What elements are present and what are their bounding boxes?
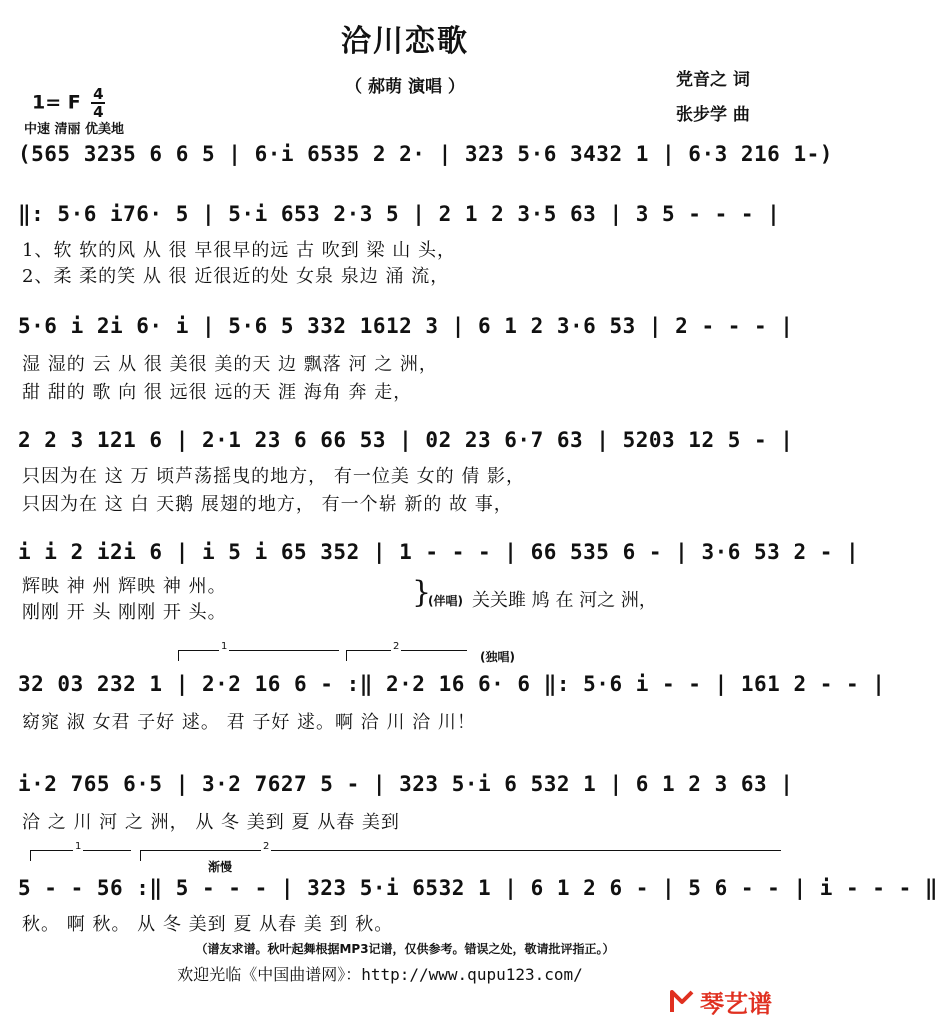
volta-bracket-2 [346,641,467,661]
line4-notes: i i 2 i2i 6 | i 5 i 65 352 | 1 - - - | 66 535 6 - | 3·6 53 2 - | [18,540,860,564]
line3-lyric-verse2: 只因为在 这 白 天鹅 展翅的地方， 有一个崭 新的 故 事， [22,494,513,515]
line4-lyric-verse2: 刚刚 开 头 刚刚 开 头。 [22,602,227,623]
composer-credit: 张步学 曲 [676,105,750,125]
logo-text: 琴艺谱 [700,990,772,1018]
chorus-lyric: 关关雎 鸠 在 河之 洲， [472,590,657,611]
volta-label-4: 2 [263,841,270,852]
line2-lyric-verse2: 甜 甜的 歌 向 很 远很 远的天 涯 海角 奔 走， [22,382,413,403]
line1-notes: ‖: 5·6 i76· 5 | 5·i 653 2·3 5 | 2 1 2 3·5 63 | 3 5 - - - | [18,202,781,226]
lyricist-credit: 党音之 词 [676,70,750,90]
key-label: 1= F [32,91,81,114]
key-signature [32,86,105,120]
volta-bracket-4 [140,841,781,861]
line2-notes: 5·6 i 2i 6· i | 5·6 5 332 1612 3 | 6 1 2 3·6 53 | 2 - - - | [18,314,794,338]
solo-tag: (独唱) [480,650,515,664]
website-banner[interactable]: 欢迎光临《中国曲谱网》：http://www.qupu123.com/ [177,965,583,984]
line5-notes: 32 03 232 1 | 2·2 16 6 - :‖ 2·2 16 6· 6 ‖: 5·6 i - - | 161 2 - - | [18,672,886,696]
line3-notes: 2 2 3 121 6 | 2·1 23 6 66 53 | 02 23 6·7 63 | 5203 12 5 - | [18,428,794,452]
intro-notes: (565 3235 6 6 5 | 6·i 6535 2 2· | 323 5·6 3432 1 | 6·3 216 1-) [18,142,833,166]
line5-lyric: 窈窕 淑 女君 子好 逑。 君 子好 逑。啊 洽 川 洽 川！ [22,712,476,733]
line7-lyric: 秋。 啊 秋。 从 冬 美到 夏 从春 美 到 秋。 [22,914,394,935]
verse-bracket: } [412,575,432,610]
site-logo [668,984,772,1019]
line3-lyric-verse1: 只因为在 这 万 顷芦荡摇曳的地方， 有一位美 女的 倩 影， [22,466,526,487]
volta-bracket-1 [178,641,339,661]
line6-lyric: 洽 之 川 河 之 洲， 从 冬 美到 夏 从春 美到 [22,812,400,833]
volta-label-2: 2 [393,641,400,652]
volta-label-3: 1 [75,841,82,852]
time-signature [91,86,105,120]
line4-lyric-verse1: 辉映 神 州 辉映 神 州。 [22,576,227,597]
line1-lyric-verse1: 1、软 软的风 从 很 早很早的远 古 吹到 梁 山 头， [22,240,456,261]
volta-bracket-3 [30,841,131,861]
time-bottom: 4 [93,103,104,121]
song-title: 洽川恋歌 [341,24,469,59]
transcription-note: （谱友求谱。秋叶起舞根据MP3记谱，仅供参考。错误之处，敬请批评指正。） [195,942,615,956]
line1-lyric-verse2: 2、柔 柔的笑 从 很 近很近的处 女泉 泉边 涌 流， [22,266,450,287]
time-top: 4 [93,85,104,103]
singer-credit: （ 郝萌 演唱 ） [345,77,465,97]
tempo-marking: 中速 清丽 优美地 [24,122,125,137]
line6-notes: i·2 765 6·5 | 3·2 7627 5 - | 323 5·i 6 532 1 | 6 1 2 3 63 | [18,772,794,796]
line2-lyric-verse1: 湿 湿的 云 从 很 美很 美的天 边 飘落 河 之 洲， [22,354,438,375]
logo-mark-icon [668,988,696,1016]
line7-notes: 5 - - 56 :‖ 5 - - - | 323 5·i 6532 1 | 6 1 2 6 - | 5 6 - - | i - - - ‖ [18,876,938,900]
volta-label-1: 1 [221,641,228,652]
chorus-tag: (伴唱) [428,594,463,608]
ritardando-tag: 渐慢 [208,860,233,874]
